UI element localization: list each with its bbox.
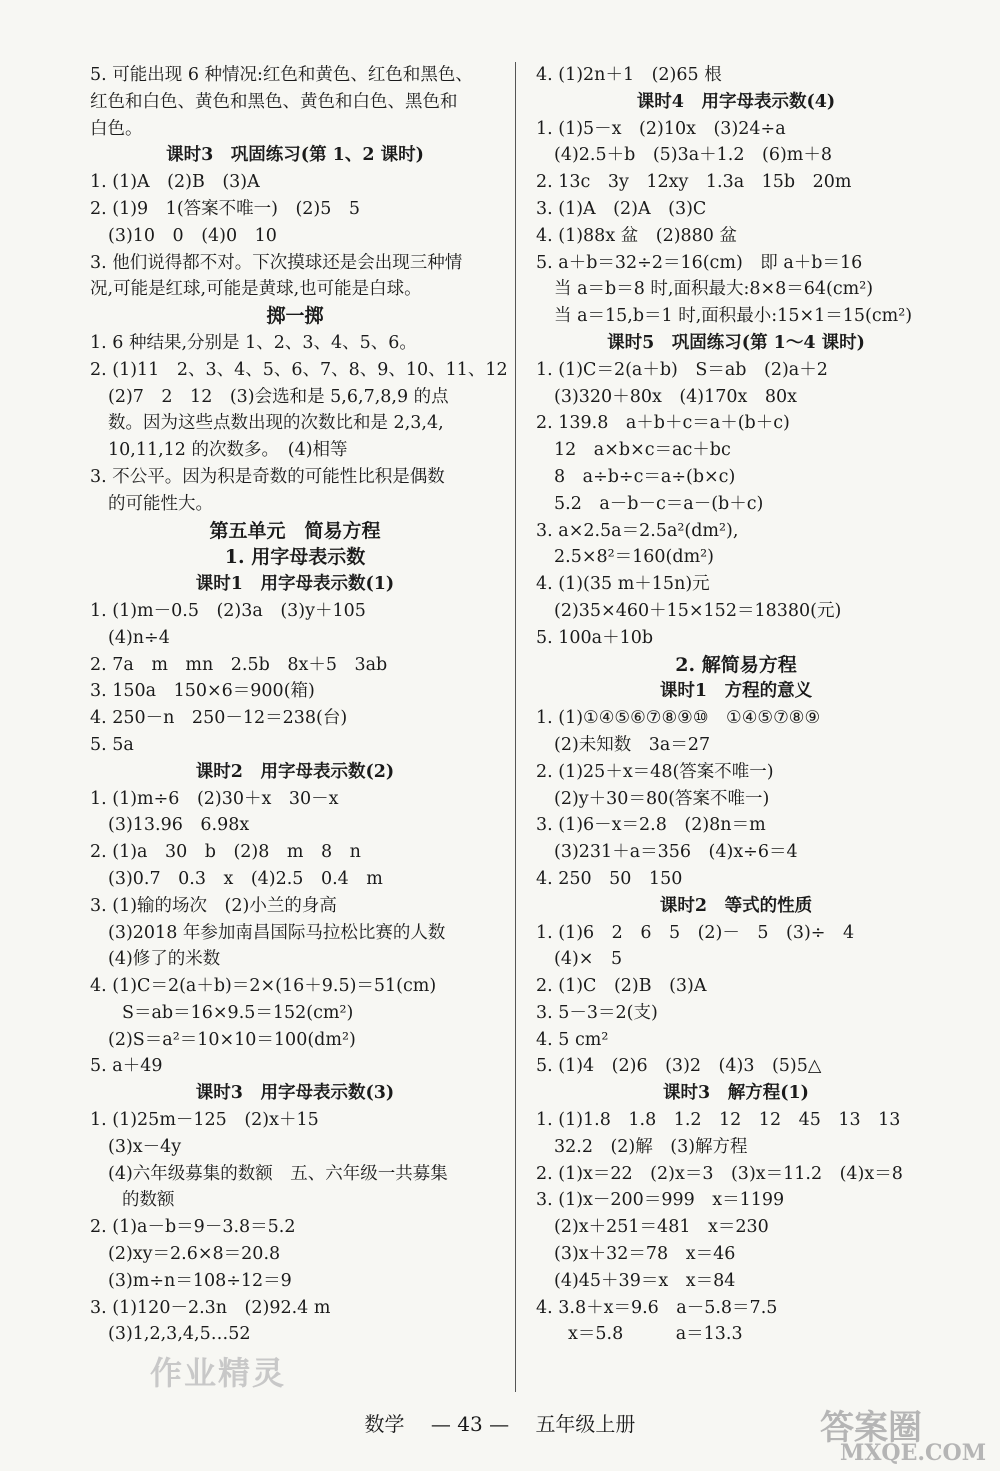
answer-line: (3)13.96 6.98x [108, 815, 250, 836]
answer-line: 12 a×b×c＝ac＋bc [554, 440, 731, 461]
answer-line: 4. 250 50 150 [536, 868, 683, 889]
answer-line: 2. 13c 3y 12xy 1.3a 15b 20m [536, 172, 852, 193]
answer-line: 3. 不公平。因为积是奇数的可能性比积是偶数 [90, 466, 445, 487]
section-heading: 第五单元 简易方程 [209, 519, 381, 542]
answer-line: 3. (1)A (2)A (3)C [536, 198, 707, 219]
answer-line: 4. (1)(35 m＋15n)元 [536, 574, 710, 595]
answer-line: 5. a＋b＝32÷2＝16(cm) 即 a＋b＝16 [536, 252, 863, 273]
answer-line: 3. 他们说得都不对。下次摸球还是会出现三种情 [90, 252, 463, 273]
answer-line: 4. 5 cm² [536, 1029, 609, 1050]
answer-line: 5. 可能出现 6 种情况:红色和黄色、红色和黑色、 [90, 65, 473, 85]
section-heading: 2. 解简易方程 [675, 653, 797, 676]
answer-line: 2. (1)a 30 b (2)8 m 8 n [90, 842, 361, 863]
answer-line: (4)n÷4 [108, 627, 170, 648]
section-heading: 课时2 用字母表示数(2) [195, 761, 395, 782]
watermark-site: MXQE.COM [840, 1440, 987, 1466]
answer-line: 4. 250－n 250－12＝238(台) [90, 708, 348, 729]
answer-line: 5. 100a＋10b [536, 627, 654, 648]
answer-line: (4)修了的米数 [108, 949, 221, 970]
section-heading: 课时1 方程的意义 [659, 681, 813, 702]
answer-line: 的数额 [122, 1190, 175, 1211]
answer-line: 3. (1)6－x＝2.8 (2)8n＝m [536, 815, 766, 836]
answer-line: 4. (1)2n＋1 (2)65 根 [536, 65, 722, 85]
answer-line: 的可能性大。 [108, 493, 213, 514]
answer-line: (2)35×460＋15×152＝18380(元) [554, 600, 842, 621]
answer-line: 2. 139.8 a＋b＋c＝a＋(b＋c) [536, 413, 790, 434]
answer-line: (3)1,2,3,4,5…52 [108, 1324, 251, 1345]
section-heading: 课时3 解方程(1) [663, 1083, 809, 1104]
answer-line: 3. 5－3＝2(支) [536, 1002, 658, 1023]
answer-line: x＝5.8 a＝13.3 [568, 1324, 743, 1345]
answer-line: (2)未知数 3a＝27 [554, 734, 711, 755]
answer-line: 1. (1)①④⑤⑥⑦⑧⑨⑩ ①④⑤⑦⑧⑨ [536, 708, 821, 729]
answer-line: 5.2 a－b－c＝a－(b＋c) [554, 493, 764, 514]
answer-line: 1. (1)m－0.5 (2)3a (3)y＋105 [90, 600, 366, 621]
answer-line: 2.5×8²＝160(dm²) [554, 547, 715, 568]
section-heading: 课时3 用字母表示数(3) [195, 1083, 395, 1104]
section-heading: 课时2 等式的性质 [659, 895, 813, 916]
answer-line: 1. (1)5－x (2)10x (3)24÷a [536, 118, 786, 139]
answer-line: 5. (1)4 (2)6 (3)2 (4)3 (5)5△ [536, 1056, 822, 1077]
footer-grade: 五年级上册 [535, 1412, 636, 1436]
section-heading: 1. 用字母表示数 [224, 546, 366, 569]
answer-line: 况,可能是红球,可能是黄球,也可能是白球。 [90, 279, 422, 300]
answer-line: 3. a×2.5a＝2.5a²(dm²), [536, 520, 739, 541]
answer-line: 4. 3.8＋x＝9.6 a－5.8＝7.5 [536, 1297, 778, 1318]
answer-line: (4)2.5＋b (5)3a＋1.2 (6)m＋8 [554, 145, 833, 166]
answer-line: (2)7 2 12 (3)会选和是 5,6,7,8,9 的点 [108, 386, 449, 407]
right-column [536, 62, 936, 1348]
section-heading: 课时4 用字母表示数(4) [636, 91, 836, 112]
answer-line: 3. (1)x－200＝999 x＝1199 [536, 1190, 785, 1211]
answer-line: 2. (1)C (2)B (3)A [536, 976, 707, 997]
answer-line: (2)x＋251＝481 x＝230 [554, 1217, 769, 1238]
answer-line: 2. 7a m mn 2.5b 8x＋5 3ab [90, 654, 388, 675]
answer-line: 2. (1)a－b＝9－3.8＝5.2 [90, 1217, 296, 1238]
answer-line: (3)10 0 (4)0 10 [108, 225, 277, 246]
watermark-logo: 答案圈 [820, 1408, 922, 1448]
answer-line: (4)45＋39＝x x＝84 [554, 1270, 736, 1291]
answer-line: 红色和白色、黄色和黑色、黄色和白色、黑色和 [90, 91, 458, 112]
answer-line: 1. (1)m÷6 (2)30＋x 30－x [90, 788, 339, 809]
answer-line: 5. 5a [90, 734, 134, 755]
answer-line: 3. (1)120－2.3n (2)92.4 m [90, 1297, 331, 1318]
answer-line: (2)y＋30＝80(答案不唯一) [554, 788, 770, 809]
section-heading: 课时3 巩固练习(第 1、2 课时) [166, 145, 424, 166]
answer-line: (3)x－4y [108, 1136, 182, 1157]
answer-line: 1. 6 种结果,分别是 1、2、3、4、5、6。 [90, 332, 417, 353]
answer-line: (3)231＋a＝356 (4)x÷6＝4 [554, 842, 798, 863]
answer-line: 3. 150a 150×6＝900(箱) [90, 681, 315, 702]
left-column [90, 62, 508, 1348]
answer-line: 2. (1)11 2、3、4、5、6、7、8、9、10、11、12 [90, 359, 508, 380]
answer-line: (4)六年级募集的数额 五、六年级一共募集 [108, 1163, 448, 1184]
section-heading: 课时5 巩固练习(第 1～4 课时) [607, 332, 865, 353]
answer-line: (3)2018 年参加南昌国际马拉松比赛的人数 [108, 922, 446, 943]
answer-line: 当 a＝15,b＝1 时,面积最小:15×1＝15(cm²) [554, 306, 913, 327]
answer-line: 5. a＋49 [90, 1056, 163, 1077]
answer-line: 4. (1)C＝2(a＋b)＝2×(16＋9.5)＝51(cm) [90, 976, 437, 997]
answer-line: 1. (1)25m－125 (2)x＋15 [90, 1110, 319, 1131]
section-heading: 课时1 用字母表示数(1) [195, 574, 395, 595]
answer-line: (2)S＝a²＝10×10＝100(dm²) [108, 1029, 356, 1050]
answer-line: (3)m÷n＝108÷12＝9 [108, 1270, 292, 1291]
answer-line: S＝ab＝16×9.5＝152(cm²) [122, 1002, 354, 1023]
footer-page-number: — 43 — [430, 1412, 510, 1436]
answer-line: 8 a÷b÷c＝a÷(b×c) [554, 466, 736, 487]
answer-line: 数。因为这些点数出现的次数比和是 2,3,4, [108, 413, 444, 434]
answer-line: 1. (1)1.8 1.8 1.2 12 12 45 13 13 [536, 1110, 901, 1131]
answer-line: (3)0.7 0.3 x (4)2.5 0.4 m [108, 868, 383, 889]
section-heading: 掷一掷 [266, 305, 324, 328]
answer-line: 2. (1)x＝22 (2)x＝3 (3)x＝11.2 (4)x＝8 [536, 1163, 903, 1184]
answer-line: 3. (1)输的场次 (2)小兰的身高 [90, 895, 337, 916]
answer-line: 10,11,12 的次数多。 (4)相等 [108, 440, 348, 461]
answer-line: (3)x＋32＝78 x＝46 [554, 1244, 736, 1265]
footer-subject: 数学 [364, 1412, 405, 1436]
watermark-bottom-left: 作业精灵 [150, 1354, 287, 1392]
answer-line: 当 a＝b＝8 时,面积最大:8×8＝64(cm²) [554, 279, 874, 300]
answer-line: 2. (1)9 1(答案不唯一) (2)5 5 [90, 198, 361, 219]
answer-line: 1. (1)6 2 6 5 (2)－ 5 (3)÷ 4 [536, 922, 855, 943]
answer-line: 1. (1)C＝2(a＋b) S＝ab (2)a＋2 [536, 359, 828, 380]
answer-line: (4)× 5 [554, 949, 623, 970]
answer-line: 2. (1)25＋x＝48(答案不唯一) [536, 761, 774, 782]
answer-line: (3)320＋80x (4)170x 80x [554, 386, 798, 407]
answer-line: (2)xy＝2.6×8＝20.8 [108, 1244, 281, 1265]
column-divider [515, 62, 516, 1392]
answer-line: 32.2 (2)解 (3)解方程 [554, 1136, 748, 1157]
answer-line: 1. (1)A (2)B (3)A [90, 172, 260, 193]
answer-line: 4. (1)88x 盆 (2)880 盆 [536, 225, 738, 246]
answer-line: 白色。 [90, 118, 143, 139]
